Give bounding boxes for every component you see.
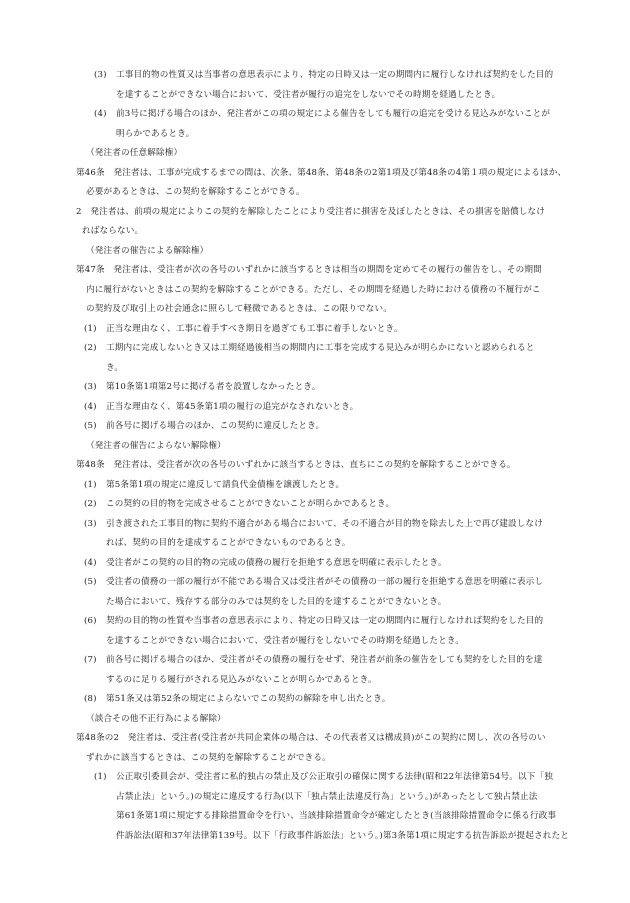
line-text: するのに足りる履行がされる見込みがないことが明らかであるとき。: [106, 674, 377, 685]
line-text: 第61条第1項に規定する排除措置命令を行い、当該排除措置命令が確定したとき(当該排除措置命令に係る行政事: [116, 811, 557, 821]
line-text: （発注者の催告による解除権）: [86, 245, 209, 256]
continuation-line: [76, 632, 554, 652]
line-text: 件訴訟法(昭和37年法律第139号。以下「行政事件訴訟法」という。)第3条第1項に規定する抗告訴訟が提起されたと: [116, 830, 569, 841]
list-item: [76, 66, 554, 86]
list-item: [76, 495, 554, 515]
line-text: 引き渡された工事目的物に契約不適合がある場合において、その不適合が目的物を除去した上で再び建設しなけ: [106, 518, 544, 529]
article-line: [76, 164, 567, 184]
item-number: (2): [84, 343, 97, 353]
continuation-line: [76, 300, 554, 320]
continuation-line: [76, 671, 554, 691]
line-text: 受注者がこの契約の目的物の完成の債務の履行を拒絶する意思を明確に表示したとき。: [106, 557, 447, 568]
line-text: 内に履行がないときはこの契約を解除することができる。ただし、その期間を経過した時における債務の不履行がこ: [86, 284, 541, 295]
continuation-line: [76, 788, 554, 808]
continuation-line: [76, 534, 554, 554]
item-number: (5): [84, 577, 97, 587]
line-text: 占禁止法」という。)の規定に違反する行為(以下「独占禁止法違反行為」という。)があったとして独占禁止法: [116, 791, 538, 802]
section-heading: [76, 144, 554, 164]
section-heading: [76, 437, 554, 457]
line-text: 前各号に掲げる場合のほか、受注者がその債務の履行をせず、発注者が前条の催告をしても契約をした目的を達: [106, 655, 543, 665]
article-line: [76, 261, 554, 281]
continuation-line: [76, 183, 554, 203]
list-item: [76, 515, 554, 535]
list-item: [76, 339, 554, 359]
item-number: (1): [94, 772, 107, 782]
list-item: [76, 320, 554, 340]
continuation-line: [76, 281, 554, 301]
line-text: 第5条第1項の規定に違反して請負代金債権を譲渡したとき。: [106, 479, 345, 490]
line-text: 第51条又は第52条の規定によらないでこの契約の解除を申し出たとき。: [106, 694, 391, 704]
line-text: 必要があるときは、この契約を解除することができる。: [86, 187, 305, 197]
continuation-line: [76, 86, 554, 106]
line-text: き。: [106, 362, 124, 373]
line-text: 前各号に掲げる場合のほか、この契約に違反したとき。: [106, 421, 325, 431]
item-number: (4): [84, 401, 97, 412]
document-body: [76, 66, 569, 846]
item-number: (3): [84, 518, 97, 529]
continuation-line: [76, 593, 554, 613]
line-text: 第10条第1項第2号に掲げる者を設置しなかったとき。: [106, 382, 321, 392]
item-number: (2): [84, 499, 97, 509]
article-line: [76, 456, 554, 476]
line-text: 契約の目的物の性質や当事者の意思表示により、特定の日時又は一定の期間内に履行しなければ契約をした目的: [106, 616, 544, 626]
line-text: （発注者の催告によらない解除権）: [86, 440, 226, 451]
line-text: ずれかに該当するときは、この契約を解除することができる。: [86, 752, 331, 763]
item-number: (3): [84, 382, 97, 392]
line-text: （発注者の任意解除権）: [86, 148, 183, 158]
list-item: [76, 554, 554, 574]
line-text: れば、契約の目的を達成することができないものであるとき。: [106, 538, 351, 548]
item-number: (5): [84, 421, 97, 431]
item-number: (1): [84, 323, 97, 334]
item-number: (4): [84, 557, 97, 568]
line-text: 第46条 発注者は、工事が完成するまでの間は、次条、第48条、第48条の2第1項及び第48条の4第１項の規定によるほか、: [76, 167, 567, 178]
line-text: ればならない。: [82, 226, 144, 236]
section-heading: [76, 710, 554, 730]
continuation-line: [76, 807, 557, 827]
line-text: この契約の目的物を完成させることができないことが明らかであるとき。: [106, 499, 395, 509]
line-text: 前3号に掲げる場合のほか、発注者がこの項の規定による催告をしても履行の追完を受ける見込みがないことが: [116, 109, 551, 119]
line-text: 2 発注者は、前項の規定によりこの契約を解除したことにより受注者に損害を及ぼしたときは、その損害を賠償しなけ: [76, 206, 546, 217]
list-item: [76, 476, 554, 496]
continuation-line: [76, 827, 569, 847]
line-text: 工期内に完成しないとき又は工期経過後相当の期間内に工事を完成する見込みが明らかにないと認められると: [106, 343, 535, 353]
line-text: を達することができない場合において、受注者が履行の追完をしないでその時期を経過したとき。: [116, 89, 501, 100]
line-text: 第48条の2 発注者は、受注者(受注者が共同企業体の場合は、その代表者又は構成員)がこの契約に関し、次の各号のい: [76, 733, 546, 743]
section-heading: [76, 242, 554, 262]
line-text: を達することができない場合において、受注者が履行をしないでその時期を経過したとき。: [106, 635, 464, 646]
list-item: [76, 768, 554, 788]
line-text: 明らかであるとき。: [116, 128, 195, 139]
continuation-line: [76, 125, 554, 145]
item-number: (6): [84, 616, 97, 626]
line-text: 工事目的物の性質又は当事者の意思表示により、特定の日時又は一定の期間内に履行しなければ契約をした目的: [116, 70, 554, 80]
paragraph-line: [76, 203, 554, 223]
list-item: [76, 417, 554, 437]
line-text: た場合において、残存する部分のみでは契約をした目的を達することができないとき。: [106, 596, 447, 607]
line-text: （談合その他不正行為による解除）: [86, 713, 226, 724]
line-text: 第48条 発注者は、受注者が次の各号のいずれかに該当するときは、直ちにこの契約を解除することができる。: [76, 460, 516, 470]
line-text: 正当な理由なく、工事に着手すべき期日を過ぎても工事に着手しないとき。: [106, 323, 403, 334]
line-text: 受注者の債務の一部の履行が不能である場合又は受注者がその債務の一部の履行を拒絶する意思を明確に表示し: [106, 577, 544, 587]
article-line: [76, 729, 554, 749]
line-text: 正当な理由なく、第45条第1項の履行の追完がなされないとき。: [106, 401, 359, 412]
continuation-line: [76, 359, 554, 379]
list-item: [76, 105, 554, 125]
item-number: (4): [94, 109, 107, 119]
list-item: [76, 378, 554, 398]
continuation-line: [76, 222, 554, 242]
line-text: 第47条 発注者は、受注者が次の各号のいずれかに該当するときは相当の期間を定めてその履行の催告をし、その期間: [76, 265, 542, 275]
continuation-line: [76, 749, 554, 769]
list-item: [76, 612, 554, 632]
list-item: [76, 398, 554, 418]
item-number: (1): [84, 479, 97, 490]
item-number: (3): [94, 70, 107, 80]
line-text: 公正取引委員会が、受注者に私的独占の禁止及び公正取引の確保に関する法律(昭和22年法律第54号。以下「独: [116, 772, 553, 782]
list-item: [76, 573, 554, 593]
list-item: [76, 690, 554, 710]
line-text: の契約及び取引上の社会通念に照らして軽微であるときは、この限りでない。: [86, 304, 393, 314]
list-item: [76, 651, 554, 671]
item-number: (7): [84, 655, 97, 665]
item-number: (8): [84, 694, 97, 704]
